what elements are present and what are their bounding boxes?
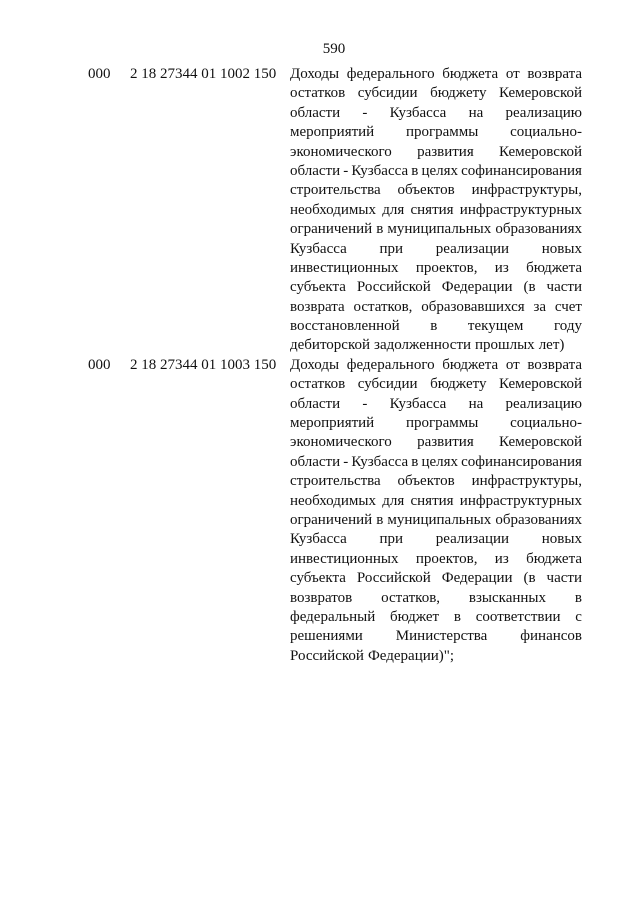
description-line: мероприятий программы социально- <box>290 415 582 432</box>
description-line: остатков субсидии бюджету Кемеровской <box>290 376 582 393</box>
description-line: решениями Министерства финансов <box>290 628 582 645</box>
description-line: федеральный бюджет в соответствии с <box>290 608 582 625</box>
description-line: Доходы федерального бюджета от возврата <box>290 356 582 373</box>
description-line: области - Кузбасса в целях софинансирования <box>290 453 582 470</box>
description-line: строительства объектов инфраструктуры, <box>290 473 582 490</box>
description-line: возвратов остатков, взысканных в <box>290 589 582 606</box>
budget-code-table <box>88 65 588 666</box>
description-line: инвестиционных проектов, из бюджета <box>290 259 582 276</box>
budget-classification-code: 2 18 27344 01 1002 150 <box>130 66 277 82</box>
income-description <box>290 65 582 356</box>
description-line: области - Кузбасса на реализацию <box>290 395 582 412</box>
description-line: дебиторской задолженности прошлых лет) <box>290 337 565 354</box>
description-line: субъекта Российской Федерации (в части <box>290 279 582 296</box>
description-line: ограничений в муниципальных образованиях <box>290 221 582 238</box>
admin-code: 000 <box>88 66 111 82</box>
budget-classification-code: 2 18 27344 01 1003 150 <box>130 356 277 373</box>
description-line: Российской Федерации)"; <box>290 647 455 664</box>
admin-code: 000 <box>88 356 111 373</box>
table-row <box>88 65 588 356</box>
description-line: возврата остатков, образовавшихся за счет <box>290 298 582 315</box>
income-description <box>290 356 582 666</box>
description-line: строительства объектов инфраструктуры, <box>290 182 582 199</box>
description-line: Доходы федерального бюджета от возврата <box>290 66 582 82</box>
description-line: мероприятий программы социально- <box>290 124 582 141</box>
description-line: Кузбасса при реализации новых <box>290 240 582 257</box>
description-line: области - Кузбасса в целях софинансирования <box>290 162 582 179</box>
description-line: экономического развития Кемеровской <box>290 143 582 160</box>
description-line: области - Кузбасса на реализацию <box>290 104 582 121</box>
description-line: необходимых для снятия инфраструктурных <box>290 201 582 218</box>
description-line: экономического развития Кемеровской <box>290 434 582 451</box>
table-row <box>88 356 588 666</box>
description-line: субъекта Российской Федерации (в части <box>290 570 582 587</box>
description-line: Кузбасса при реализации новых <box>290 531 582 548</box>
description-line: остатков субсидии бюджету Кемеровской <box>290 85 582 102</box>
description-line: ограничений в муниципальных образованиях <box>290 511 582 528</box>
description-line: инвестиционных проектов, из бюджета <box>290 550 582 567</box>
description-line: необходимых для снятия инфраструктурных <box>290 492 582 509</box>
description-line: восстановленной в текущем году <box>290 318 582 335</box>
page-number: 590 <box>322 41 346 57</box>
